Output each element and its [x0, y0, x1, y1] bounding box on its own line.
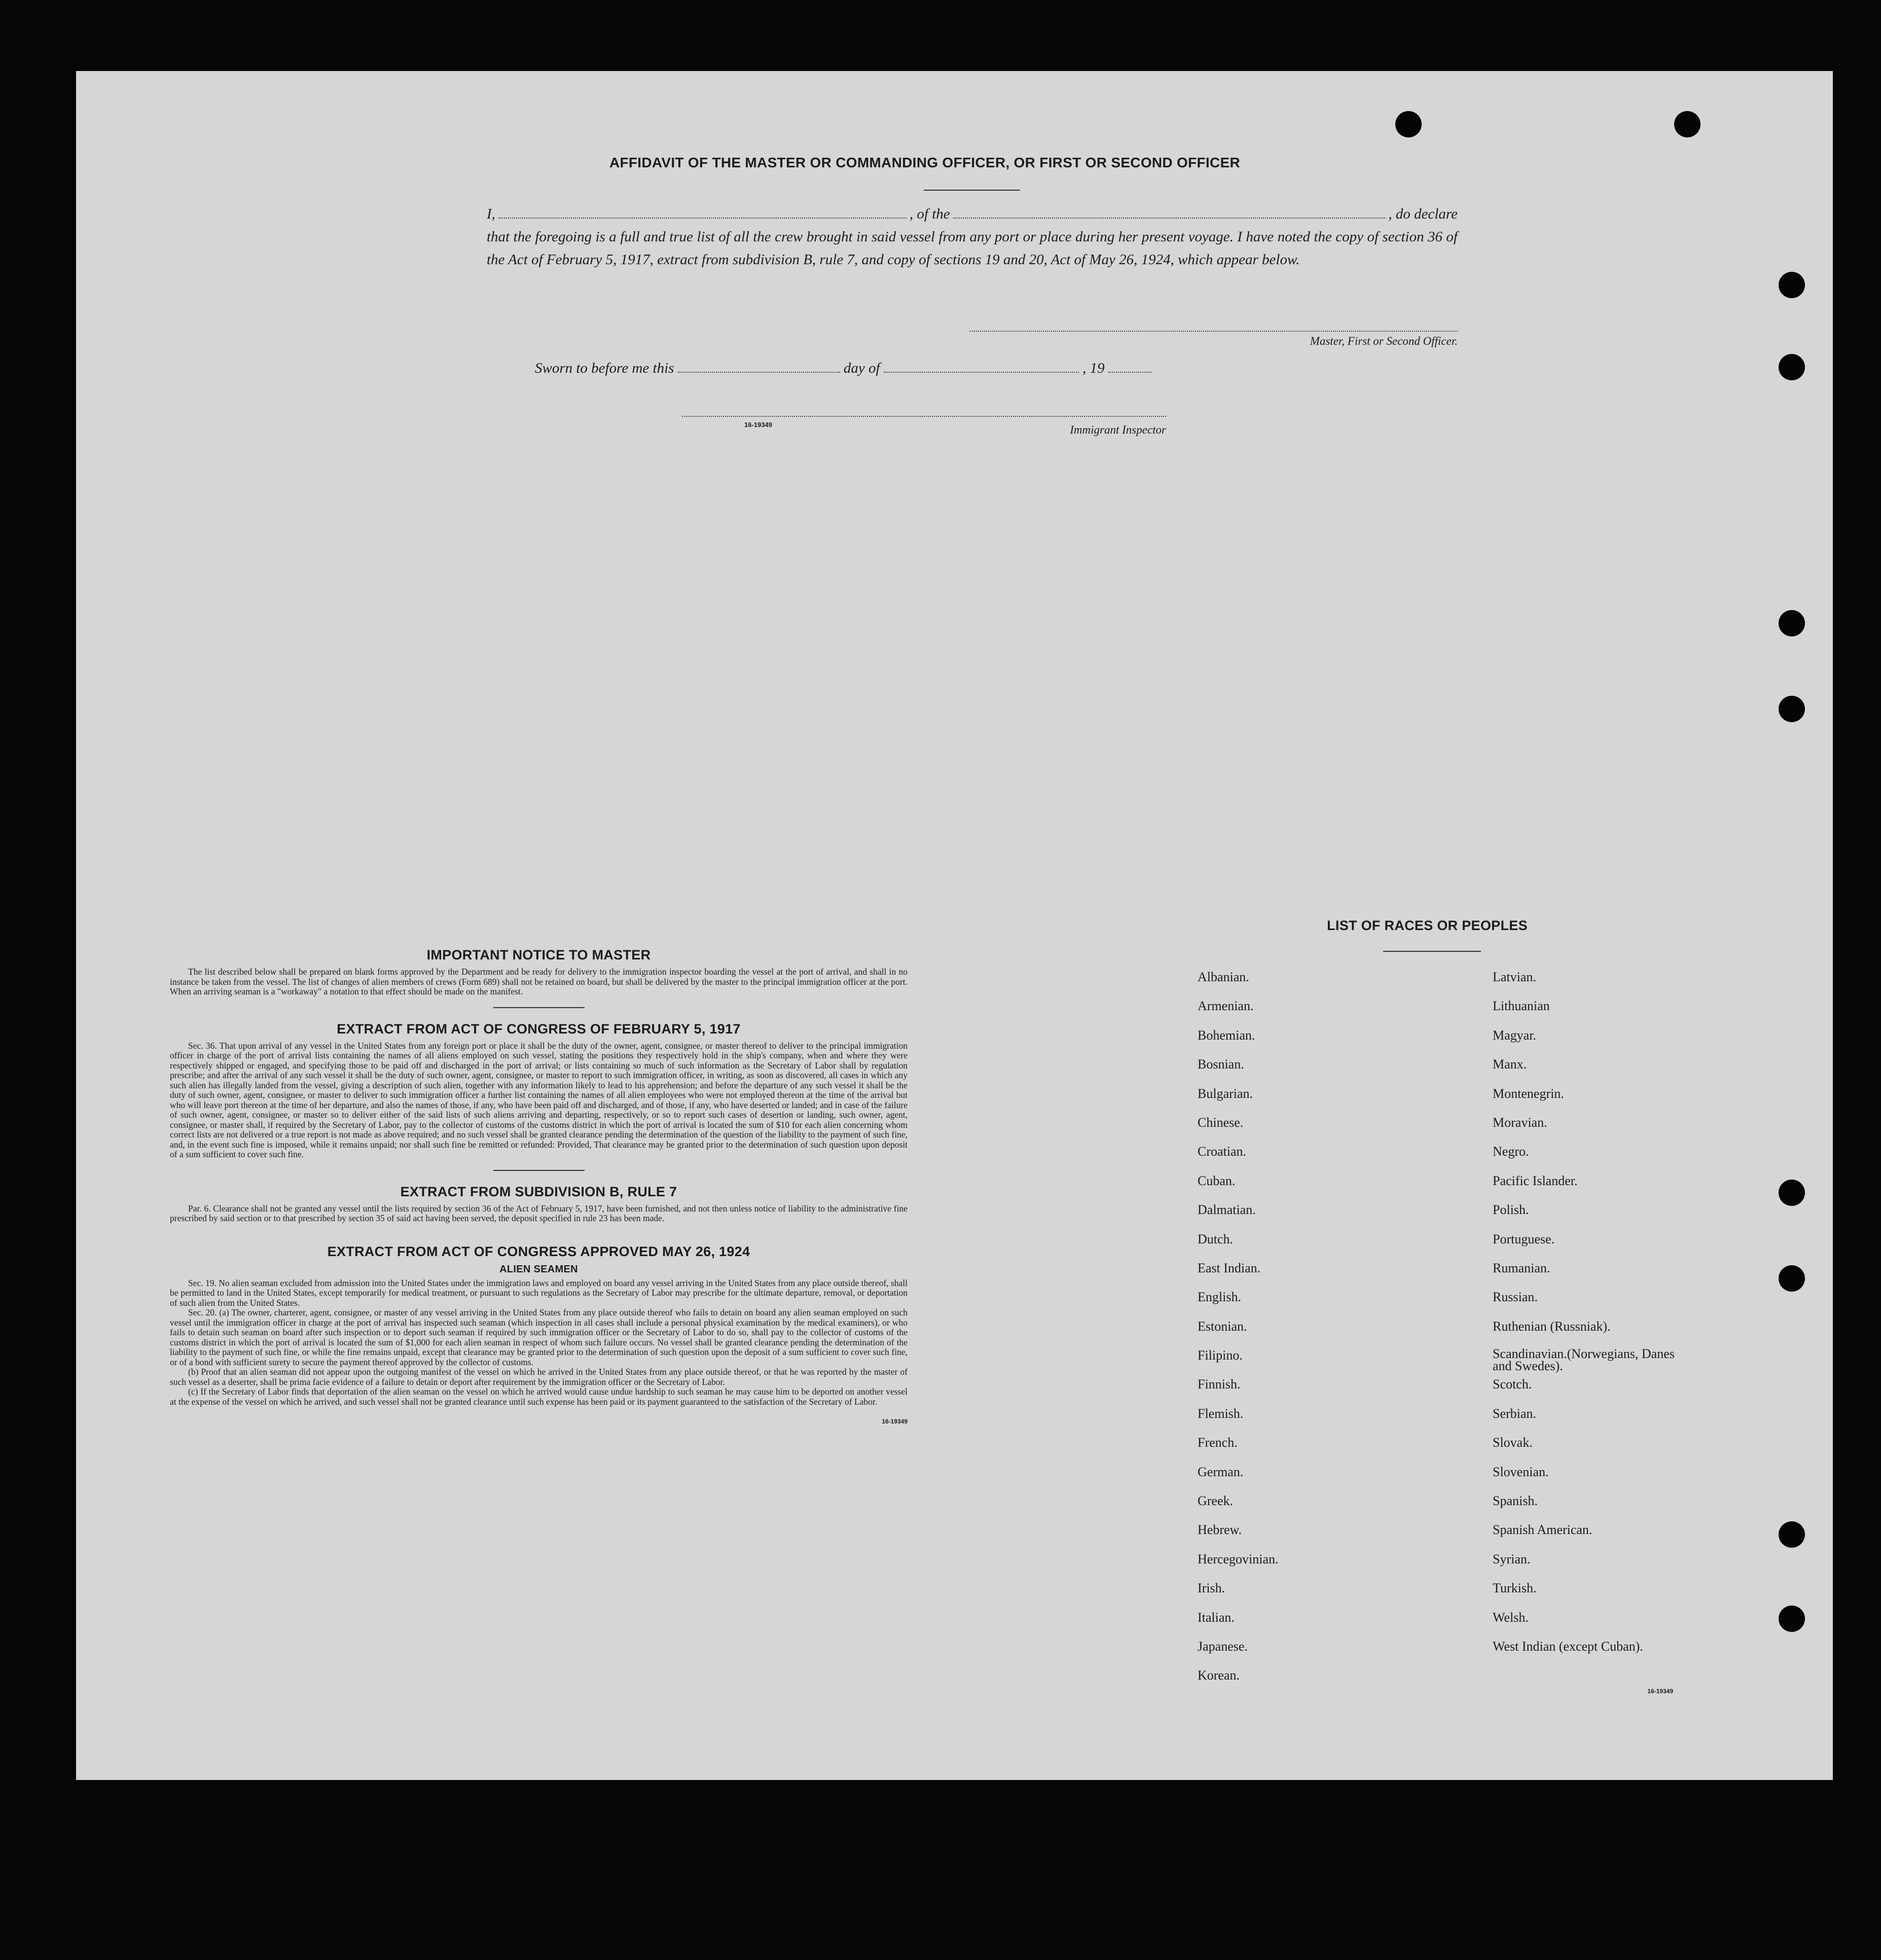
sec20b-text: (b) Proof that an alien seaman did not appear upon the outgoing manifest of the vessel on which he arrived in the United States from any place outside thereof, or that he was reported by the master of such vessel as a deserter, shall be prima facie evidence of a failure to detain or deport after requirement by the immigration officer or the Secretary of Labor. [170, 1367, 908, 1387]
section-divider [493, 1170, 585, 1171]
form-number: 16-19349 [882, 1418, 908, 1425]
sec20a-text: Sec. 20. (a) The owner, charterer, agent, consignee, or master of any vessel arriving in the United States from any place outside thereof who fails to detain on board any alien seaman employed on such vessel until the immigration officer in charge at the port of arrival has inspected such seaman (which inspection in all cases shall include a personal physical examination by the medical examiners), or who fails to detain such seaman on board after such inspection or to deport such seaman if required by such immigration officer or the Secretary of Labor to do so, shall pay to the collector of customs of the customs district in which the port of arrival is located the sum of $1,000 for each alien seaman in respect of whom such failure occurs. No vessel shall be granted clearance pending the determination of the liability to the payment of such fine, or while the fine remains unpaid, except that clearance may be granted prior to the determination of such question upon the deposit of a sum sufficient to cover such fine, or of a bond with sufficient surety to secure the payment thereof approved by the collector of customs. [170, 1307, 908, 1367]
punch-hole [1779, 610, 1805, 636]
race-item: Hebrew. [1198, 1522, 1242, 1538]
race-item: Japanese. [1198, 1638, 1248, 1654]
race-item: Welsh. [1493, 1610, 1529, 1625]
race-item: Moravian. [1493, 1115, 1547, 1130]
affidavit-title-rule [924, 190, 1020, 191]
race-item: Croatian. [1198, 1144, 1247, 1159]
notice-text: The list described below shall be prepared on blank forms approved by the Department and be ready for delivery to the immigration inspector boarding the vessel at the port of arrival, and shall in no instance be taken from the vessel. The list of changes of alien members of crews (Form 689) shall not be retained on board, but shall be delivered by the master to the principal immigration officer at the port. When an arriving seaman is a "workaway" a notation to that effect should be made on the manifest. [170, 967, 908, 996]
race-item: Serbian. [1493, 1406, 1536, 1421]
race-item: Polish. [1493, 1202, 1529, 1218]
race-item: Greek. [1198, 1493, 1234, 1509]
punch-hole [1779, 696, 1805, 722]
race-item: Lithuanian [1493, 999, 1550, 1014]
race-item: Italian. [1198, 1610, 1235, 1625]
races-column-2 [1493, 963, 1706, 1661]
master-signature-line[interactable] [969, 331, 1458, 332]
race-item: Filipino. [1198, 1348, 1243, 1363]
punch-hole [1779, 1521, 1805, 1548]
extract-1917-title: EXTRACT FROM ACT OF CONGRESS OF FEBRUARY 5, 1917 [337, 1021, 741, 1037]
extract-1924-subtitle: ALIEN SEAMEN [499, 1263, 578, 1275]
punch-hole [1779, 354, 1805, 380]
race-item: German. [1198, 1464, 1244, 1479]
race-item: Bohemian. [1198, 1027, 1255, 1043]
race-item: Pacific Islander. [1493, 1173, 1578, 1188]
sworn-day-blank[interactable] [678, 367, 840, 373]
sec19-text: Sec. 19. No alien seaman excluded from admission into the United States under the immigration laws and employed on board any vessel arriving in the United States from any place outside thereof, shall be permitted to land in the United States, except temporarily for medical treatment, or pursuant to such regulations as the Secretary of Labor may prescribe for the ultimate departure, removal, or deportation of such alien from the United States. [170, 1277, 908, 1308]
race-item: English. [1198, 1290, 1241, 1305]
race-item: Chinese. [1198, 1115, 1244, 1130]
race-item: West Indian (except Cuban). [1493, 1638, 1643, 1654]
affidavit-line1-start: I, [487, 206, 495, 222]
race-item: Hercegovinian. [1198, 1551, 1279, 1566]
race-item: Bulgarian. [1198, 1086, 1253, 1101]
race-item: Turkish. [1493, 1581, 1537, 1596]
section-divider [493, 1007, 585, 1008]
races-title: LIST OF RACES OR PEOPLES [1327, 918, 1528, 933]
extract-1924-title: EXTRACT FROM ACT OF CONGRESS APPROVED MAY 26, 1924 [327, 1243, 750, 1259]
sworn-line [535, 360, 1151, 377]
affidavit-body [487, 203, 1458, 271]
race-item: Bosnian. [1198, 1057, 1244, 1072]
race-item: Spanish American. [1493, 1522, 1593, 1538]
affidavit-declaration-line [487, 203, 1458, 226]
race-item: French. [1198, 1435, 1238, 1450]
race-item: Montenegrin. [1493, 1086, 1564, 1101]
race-item: Scotch. [1493, 1377, 1532, 1392]
affidavit-line1-mid: , of the [909, 206, 950, 222]
race-item: Negro. [1493, 1144, 1529, 1159]
notice-title: IMPORTANT NOTICE TO MASTER [426, 947, 651, 963]
race-item: Latvian. [1493, 970, 1536, 984]
affidavit-line1-end: , do declare [1388, 206, 1458, 222]
race-item: Finnish. [1198, 1377, 1241, 1392]
notices-column [170, 947, 908, 1425]
races-column-1 [1198, 963, 1451, 1690]
form-number: 16-19349 [744, 421, 772, 429]
race-item: Magyar. [1493, 1027, 1536, 1043]
race-item: Scandinavian.(Norwegians, Danes and Swedes). [1493, 1346, 1675, 1374]
race-item: Russian. [1493, 1290, 1538, 1305]
punch-hole [1674, 111, 1701, 137]
race-item: Slovak. [1493, 1435, 1533, 1450]
sec20c-text: (c) If the Secretary of Labor finds that deportation of the alien seaman on the vessel on which he arrived would cause undue hardship to such seaman he may cause him to be deported on another vessel at the expense of the vessel on which he arrived, and such vessel shall not be granted clearance until such expense has been paid or its payment guaranteed to the satisfaction of the Secretary of Labor. [170, 1386, 908, 1407]
sworn-start: Sworn to before me this [535, 360, 674, 376]
inspector-signature-line[interactable] [682, 416, 1166, 417]
race-item: Flemish. [1198, 1406, 1244, 1421]
race-item: Albanian. [1198, 970, 1249, 984]
extract-1917-text: Sec. 36. That upon arrival of any vessel in the United States from any foreign port or place it shall be the duty of the owner, agent, consignee, or master thereof to deliver to the principal immigration officer in charge of the port of arrival lists containing the names of all aliens employed on such vessel, stating the positions they respectively hold in the ship's company, when and where they were respectively shipped or engaged, and specifying those to be paid off and discharged in the port of arrival; or lists containing so much of such information as the Secretary of Labor shall by regulation prescribe; and after the arrival of any such vessel it shall be the duty of such owner, agent, consignee, or master to report to such immigration officer, in writing, as soon as discovered, all cases in which any such alien has illegally landed from the vessel, giving a description of such alien, together with any information likely to lead to his apprehension; and before the departure of any such vessel it shall be the duty of such owner, agent, consignee, or master to deliver to such immigration officer a further list containing the names of all alien employees who were not employed thereon at the time of the arrival but who will leave port thereon at the time of her departure, and also the names of those, if any, who have been paid off and discharged, and of those, if any, who have deserted or landed; and in case of the failure of such owner, agent, consignee, or master so to deliver either of the said lists of such aliens arriving and departing, respectively, or so to report such cases of desertion or landing, such owner, agent, consignee, or master shall, if required by the Secretary of Labor, pay to the collector of customs of the customs district in which the port of arrival is located the sum of $10 for each alien concerning whom correct lists are not delivered or a true report is not made as above required; and no such vessel shall be granted clearance pending the determination of the question of the liability to the payment of such fine, and, in the event such fine is imposed, while it remains unpaid; nor shall such fine be remitted or refunded: Provided, That clearance may be granted prior to the determination of such question upon deposit of a sum sufficient to cover such fine. [170, 1040, 908, 1159]
race-item: Rumanian. [1493, 1260, 1550, 1275]
sworn-year-blank[interactable] [1108, 367, 1151, 373]
races-title-rule [1383, 951, 1481, 952]
race-item: Dalmatian. [1198, 1202, 1256, 1218]
name-blank[interactable] [498, 207, 907, 219]
punch-hole [1779, 1180, 1805, 1206]
race-item: Portuguese. [1493, 1231, 1555, 1246]
sworn-month-blank[interactable] [884, 367, 1079, 373]
race-item: Manx. [1493, 1057, 1527, 1072]
race-item: Syrian. [1493, 1551, 1531, 1566]
inspector-label: Immigrant Inspector [1070, 423, 1166, 436]
affidavit-statement: that the foregoing is a full and true list of all the crew brought in said vessel from any port or place during her present voyage. I have noted the copy of section 36 of the Act of February 5, 1917, extract from subdivision B, rule 7, and copy of sections 19 and 20, Act of May 26, 1924, which appear below. [487, 229, 1458, 268]
subdivision-b-title: EXTRACT FROM SUBDIVISION B, RULE 7 [400, 1184, 677, 1199]
master-signature-label: Master, First or Second Officer. [1310, 335, 1458, 347]
form-number: 16-19349 [1647, 1688, 1673, 1695]
punch-hole [1779, 1265, 1805, 1292]
race-item: Cuban. [1198, 1173, 1236, 1188]
race-item: East Indian. [1198, 1260, 1261, 1275]
race-item: Ruthenian (Russniak). [1493, 1318, 1611, 1334]
punch-hole [1779, 272, 1805, 298]
punch-hole [1395, 111, 1422, 137]
race-item: Dutch. [1198, 1231, 1234, 1246]
race-item: Irish. [1198, 1581, 1225, 1596]
race-item: Korean. [1198, 1668, 1240, 1683]
subdivision-b-text: Par. 6. Clearance shall not be granted any vessel until the lists required by section 36 of the Act of February 5, 1917, have been furnished, and not then unless notice of liability to the administrative fine prescribed by said section or to that prescribed by section 35 of said act having been served, the deposit specified in rule 23 has been made. [170, 1203, 908, 1223]
sworn-year-label: , 19 [1082, 360, 1105, 376]
affidavit-title: AFFIDAVIT OF THE MASTER OR COMMANDING OFFICER, OR FIRST OR SECOND OFFICER [609, 155, 1240, 170]
race-item: Estonian. [1198, 1318, 1247, 1334]
vessel-blank[interactable] [953, 207, 1386, 219]
punch-hole [1779, 1606, 1805, 1632]
sworn-day-label: day of [843, 360, 880, 376]
race-item: Armenian. [1198, 999, 1254, 1014]
race-item: Slovenian. [1493, 1464, 1549, 1479]
race-item: Spanish. [1493, 1493, 1538, 1509]
